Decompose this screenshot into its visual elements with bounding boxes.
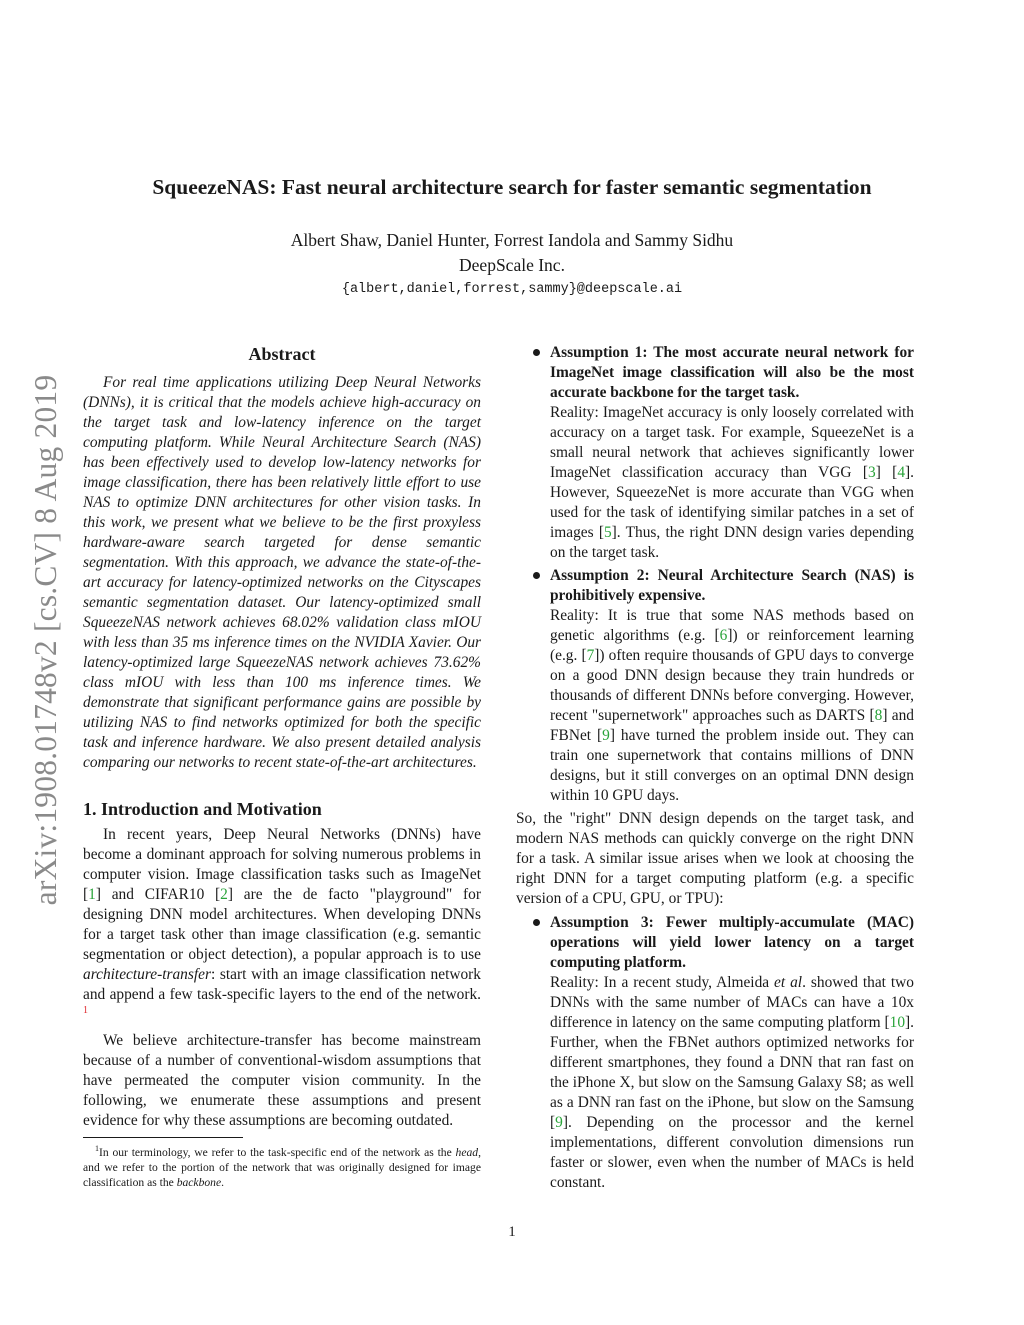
footnote xyxy=(83,1141,481,1190)
assumption-item-2 xyxy=(516,566,914,806)
text-span: ]. Depending on the processor and the kernel implementations, different convolution dimensions run faster or slower, even when the number of MACs is held constant. xyxy=(550,1114,914,1191)
text-span: . xyxy=(221,1175,225,1189)
citation-link[interactable]: 7 xyxy=(586,647,595,664)
assumption-heading: Assumption 1: The most accurate neural network for ImageNet image classification will also be the most accurate backbone for the target task. xyxy=(550,344,914,401)
assumption-list xyxy=(516,343,914,806)
text-span: ] and FBNet [ xyxy=(550,707,914,744)
intro-heading: 1. Introduction and Motivation xyxy=(83,799,322,819)
assumption-reality xyxy=(550,606,914,806)
text-span: ] have turned the problem inside out. They can train one supernetwork that contains millions of DNN designs, but it still converges on an optimal DNN design within 10 GPU days. xyxy=(550,727,914,804)
arxiv-stamp: arXiv:1908.01748v2 [cs.CV] 8 Aug 2019 xyxy=(28,374,63,906)
assumption-heading: Assumption 2: Neural Architecture Search (NAS) is prohibitively expensive. xyxy=(550,567,914,604)
assumption-item-3 xyxy=(516,913,914,1193)
text-span: In recent years, Deep Neural Networks (DNNs) have become a dominant approach for solving numerous problems in computer vision. Image classification tasks such as ImageNet [ xyxy=(83,826,481,903)
assumption-item-1 xyxy=(516,343,914,563)
bullet-icon xyxy=(533,919,540,926)
arxiv-stamp-wrapper xyxy=(18,350,74,930)
citation-link[interactable]: 10 xyxy=(889,1014,906,1031)
author-block xyxy=(60,228,964,302)
right-column xyxy=(516,343,914,1196)
page-number: 1 xyxy=(508,1224,516,1240)
citation-link[interactable]: 5 xyxy=(603,524,612,541)
assumption-heading: Assumption 3: Fewer multiply-accumulate (MAC) operations will yield lower latency on a target computing platform. xyxy=(550,914,914,971)
abstract-heading: Abstract xyxy=(248,344,316,364)
text-span: Reality: In a recent study, Almeida xyxy=(550,974,775,991)
assumption-reality xyxy=(550,973,914,1193)
text-span: Reality: ImageNet accuracy is only loosely correlated with accuracy on a target task. For example, SqueezeNet is a small neural network that achieves significantly lower ImageNet classification accuracy than VGG [ xyxy=(550,404,914,481)
footnote-link[interactable]: 1 xyxy=(83,1004,88,1016)
emphasis-text: backbone xyxy=(176,1175,222,1189)
citation-link[interactable]: 3 xyxy=(868,464,876,481)
emphasis-text: architecture-transfer xyxy=(83,966,211,983)
intro-paragraph-2: We believe architecture-transfer has become mainstream because of a number of conventional-wisdom assumptions that have permeated the computer vision community. In the following, we enumerate these assumptions and present evidence for why these assumptions are becoming outdated. xyxy=(83,1032,481,1129)
author-emails: {albert,daniel,forrest,sammy}@deepscale.ai xyxy=(341,282,683,297)
text-span: ]. Thus, the right DNN design varies depending on the target task. xyxy=(550,524,914,561)
text-span: ] [ xyxy=(875,464,898,481)
citation-link[interactable]: 2 xyxy=(220,886,228,903)
bullet-icon xyxy=(533,572,540,579)
text-span: , and we refer to the portion of the network that was originally designed for image classification as the xyxy=(83,1145,481,1189)
text-span: ]) often require thousands of GPU days to converge on a good DNN design because they train hundreds or thousands of different DNNs before converging. However, recent "supernetwork" approaches such as DARTS [ xyxy=(550,647,914,724)
text-span: Reality: It is true that some NAS methods based on genetic algorithms (e.g. [ xyxy=(550,607,914,644)
footnote-divider xyxy=(83,1137,243,1138)
text-span: ]) or reinforcement learning (e.g. [ xyxy=(550,627,914,664)
citation-link[interactable]: 6 xyxy=(719,627,728,644)
author-names: Albert Shaw, Daniel Hunter, Forrest Iandola and Sammy Sidhu xyxy=(290,230,734,250)
citation-link[interactable]: 9 xyxy=(555,1114,563,1131)
text-span: . showed that two DNNs with the same number of MACs can have a 10x difference in latency on the same computing platform [ xyxy=(550,974,914,1031)
assumption-list xyxy=(516,913,914,1193)
citation-link[interactable]: 8 xyxy=(874,707,883,724)
assumption-reality xyxy=(550,403,914,563)
transition-paragraph: So, the "right" DNN design depends on the target task, and modern NAS methods can quickly converge on the right DNN for a task. A similar issue arises when we look at choosing the right DNN for a target computing platform (e.g. a specific version of a CPU, GPU, or TPU): xyxy=(516,810,914,907)
citation-link[interactable]: 4 xyxy=(897,464,906,481)
text-span: In our terminology, we refer to the task-specific end of the network as the xyxy=(99,1145,456,1159)
text-span: : start with an image classification network and append a few task-specific layers to the end of the network. xyxy=(83,966,481,1003)
text-span: ] and CIFAR10 [ xyxy=(95,886,221,903)
paper-title: SqueezeNAS: Fast neural architecture search for faster semantic segmentation xyxy=(152,175,872,199)
text-span: ]. However, SqueezeNet is more accurate than VGG when used for the task of identifying similar patches in a set of images [ xyxy=(550,464,914,541)
text-span: ]. Further, when the FBNet authors optimized networks for different smartphones, they found a DNN that ran fast on the iPhone X, but slow on the Samsung Galaxy S8; as well as a DNN ran fast on the iPhone, but slow on the Samsung [ xyxy=(550,1014,914,1131)
affiliation: DeepScale Inc. xyxy=(459,255,565,275)
bullet-icon xyxy=(533,349,540,356)
emphasis-text: et al xyxy=(774,974,803,991)
footnote-mark: 1 xyxy=(95,1144,99,1153)
citation-link[interactable]: 9 xyxy=(602,727,610,744)
left-column xyxy=(83,340,481,1190)
text-span: ] are the de facto "playground" for designing DNN model architectures. When developing DNNs for a target task other than image classification (e.g. semantic segmentation or object detection), a popular approach is to use xyxy=(83,886,481,963)
abstract-text: For real time applications utilizing Deep Neural Networks (DNNs), it is critical that the models achieve high-accuracy on the target task and low-latency inference on the target computing platform. While Neural Architecture Search (NAS) has been effectively used to develop low-latency networks for image classification, there has been relatively little effort to use NAS to optimize DNN architectures for other vision tasks. In this work, we present what we believe to be the first proxyless hardware-aware search targeted for dense semantic segmentation. With this approach, we advance the state-of-the-art accuracy for latency-optimized networks on the Cityscapes semantic segmentation dataset. Our latency-optimized small SqueezeNAS network achieves 68.02% validation class mIOU with less than 35 ms inference times on the NVIDIA Xavier. Our latency-optimized large SqueezeNAS network achieves 73.62% class mIOU with less than 100 ms inference times. We demonstrate that significant performance gains are possible by utilizing NAS to find networks optimized for both the specific task and inference hardware. We also present detailed analysis comparing our networks to recent state-of-the-art architectures. xyxy=(83,374,481,771)
emphasis-text: head xyxy=(455,1145,479,1159)
intro-paragraph-1 xyxy=(83,825,481,1025)
citation-link[interactable]: 1 xyxy=(88,886,96,903)
